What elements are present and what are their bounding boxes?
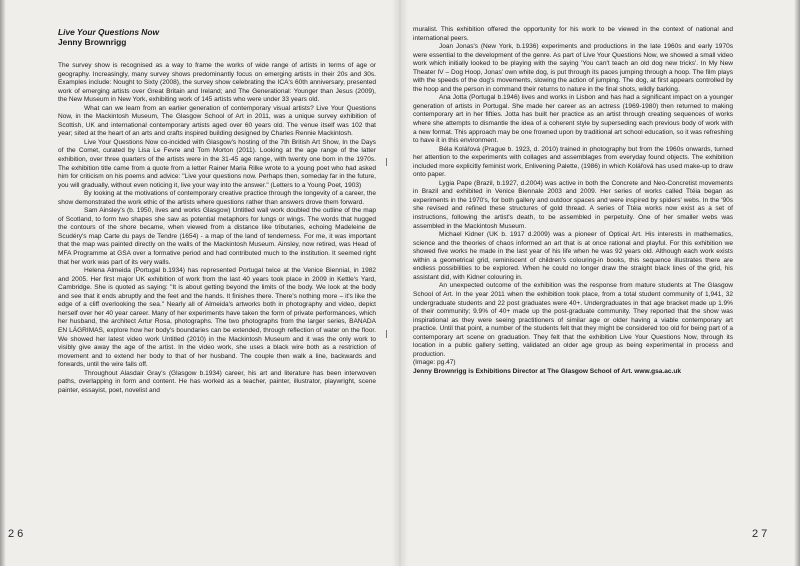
paragraph: Live Your Questions Now co-incided with Glasgow's hosting of the 7th British Art Show, In the Days of the Comet, curated by Lisa Le Fevre and Tom Morton (2011). Looking at the age range of the latter exhibition, over three quarters of the artists were in the 31-45 age range, with twenty one born in the 1970s. The exhibition title came from a quote from a letter Rainer Maria Rilke wrote to a young poet who had asked him for criticism on his poems and advice: "Live your questions now. Perhaps then, someday far in the future, you will gradually, without even noticing it, live your way into the answer." (Letters to a Young Poet, 1903) bbox=[58, 138, 376, 189]
paragraph: Lygia Pape (Brazil, b.1927, d.2004) was active in both the Concrete and Neo-Concretist movements in Brazil and exhibited in Venice Biennale 2003 and 2009. Her series of works called Ttéia began as experiments in the 1970's, for both gallery and outdoor spaces and were inspired by spiders' webs. In the '90s she revised and refined these structures of gold thread. A series of Ttéia works now exist as a set of instructions, following the artist's death, to be assembled in perpetuity. One of her smaller webs was assembled in the Mackintosh Museum. bbox=[413, 179, 733, 230]
left-page-body bbox=[58, 62, 376, 395]
author-bio: Jenny Brownrigg is Exhibitions Director at The Glasgow School of Art. www.gsa.ac.uk bbox=[413, 367, 681, 375]
page-edge-shadow-left bbox=[0, 0, 6, 566]
binding-gutter bbox=[392, 0, 408, 566]
left-page bbox=[58, 0, 376, 566]
image-caption: (Image: pg.47) bbox=[413, 359, 456, 367]
article-title: Live Your Questions Now bbox=[58, 27, 159, 37]
paragraph: muralist. This exhibition offered the opportunity for his work to be viewed in the context of national and international peers. bbox=[413, 26, 733, 42]
page-number-left: 26 bbox=[8, 528, 27, 540]
paragraph: The survey show is recognised as a way to frame the works of wide range of artists in terms of age or geography. Increasingly, many survey shows predominantly focus on emerging artists in their 20s and 30s. Examples include: Nought to Sixty (2008), the survey show celebrating the ICA's 60th anniversary, presented work of emerging artists over Great Britain and Ireland; and The Generational: Younger than Jesus (2009), the New Museum in New York, exhibiting work of 145 artists who were under 33 years old. bbox=[58, 62, 376, 104]
paragraph: Joan Jonas's (New York, b.1936) experiments and productions in the late 1960s and early 1970s were essential to the development of the genre. As part of Live Your Questions Now, we showed a small video work which initially looked to be playing with the saying 'You can't teach an old dog new tricks'. In My New Theater IV – Dog Hoop, Jonas' own white dog, is put through its paces jumping through a hoop. The film plays with the speeds of the dog's movements, slowing the action of jumping. The dog, at first appears controlled by the hoop and the person in command their returns to nature in the final shots, wildly barking. bbox=[413, 43, 733, 93]
page-number-right: 27 bbox=[752, 528, 771, 540]
paragraph: Béla Kolářová (Prague b. 1923, d. 2010) trained in photography but from the 1960s onwards, turned her attention to the experiments with collages and assemblages from everyday found objects. The exhibition included more explicitly feminist work, Enlivening Palette, (1986) in which Kolářová has used make-up to draw onto paper. bbox=[413, 145, 733, 179]
gutter-mark bbox=[386, 158, 387, 166]
article-author: Jenny Brownrigg bbox=[58, 37, 127, 47]
paragraph: Ana Jotta (Portugal b.1946) lives and works in Lisbon and has had a significant impact on a younger generation of artists in Portugal. She made her career as an actress (1969-1980) then returned to making contemporary art in her fifties. Jotta has built her practice as an artist through creating sequences of works where she attempts to dismantle the idea of a coherent style by superseding each previous body of work with a new format. This approach may be one frowned upon by traditional art school education, so it was refreshing to have it in this environment. bbox=[413, 94, 733, 145]
paragraph: Helena Almeida (Portugal b.1934) has represented Portugal twice at the Venice Biennial, in 1982 and 2005. Her first major UK exhibition of work from the last 40 years took place in 2009 in Kettle's Yard, Cambridge. She is quoted as saying: "It is about getting beyond the limits of the body. We look at the body and see that it ends abruptly and the feet and the hands. It finishes there. There's nothing more – it's like the edge of a cliff overlooking the sea." Nearly all of Almeida's artworks both in photography and video, depict herself over her 40 year career. Many of her experiments have taken the form of private performances, which her husband, the architect Artur Rosa, photographs. The two photographs from the larger series, BANADA EN LÁGRIMAS, explore how her body's boundaries can be extended, through reflection of water on the floor. We showed her latest video work Untitled (2010) in the Mackintosh Museum and it was the only work to visibly give away the age of the artist. In the video work, she uses a black wire both as a restriction of movement and to extend her body to that of her husband. The couple then walk a line, backwards and forwards, until the wire falls off. bbox=[58, 267, 376, 369]
paragraph: By looking at the motivations of contemporary creative practice through the longevity of a career, the show demonstrated the work ethic of the artists where questions rather than answers drove them forward. bbox=[58, 190, 376, 206]
paragraph: Throughout Alasdair Gray's (Glasgow b.1934) career, his art and literature has been interwoven paths, overlapping in form and content. He has worked as a teacher, painter, illustrator, playwright, scene painter, essayist, poet, novelist and bbox=[58, 369, 376, 394]
paragraph: What can we learn from an earlier generation of contemporary visual artists? Live Your Questions Now, in the Mackintosh Museum, The Glasgow School of Art in 2011, was a unique survey exhibition of Scottish, UK and international contemporary artists aged over 60 years old. The venue itself was 102 that year; sited at the heart of an arts and crafts inspired building designed by Charles Rennie Mackintosh. bbox=[58, 104, 376, 138]
page-edge-shadow-right bbox=[794, 0, 800, 566]
paragraph: An unexpected outcome of the exhibition was the response from mature students at The Glasgow School of Art. In the year 2011 when the exhibition took place, from a total student community of 1,941, 32 undergraduate students and 22 post graduates were 40+. Undergraduates in that age bracket made up 1.9% of their community; 9.9% of 40+ made up the post-graduate community. They reported that the show was inspirational as they were seeing practitioners of similar age or older having a viable contemporary art practice. Until that point, a number of the students felt that they might be considered too old for being part of a contemporary art scene on graduation. They felt that the exhibition Live Your Questions Now, through its location in a public gallery setting, validated an older age group as being experimental in process and production. bbox=[413, 282, 733, 358]
right-page bbox=[413, 0, 733, 566]
paragraph: Michael Kidner (UK b. 1917 d.2009) was a pioneer of Optical Art. His interests in mathematics, science and the theories of chaos informed an art that is at once rational and playful. For this exhibition we showed five works he made in the last year of his life when he was 92 years old. Although each work exists within a geometrical grid, reminiscent of children's colouring-in books, this sequence illustrates there are endless possibilities to be explored. When he could no longer draw the straight black lines of the grid, his assistant did, with Kidner colouring in. bbox=[413, 231, 733, 281]
right-page-body bbox=[413, 26, 733, 376]
paragraph: Sam Ainsley's (b. 1950, lives and works Glasgow) Untitled wall work doubled the outline of the map of Scotland, to form two shapes she saw as potential metaphors for lungs or wings. The words that hugged the contours of the shore became, when viewed from a distance like tributaries, echoing Madeleine de Scudéry's map Carte du pays de Tendre (1654) - a map of the land of tenderness. For me, it was important that the map was painted directly on the walls of the Mackintosh Museum. Ainsley, now retired, was Head of MFA Programme at GSA over a formative period and had contributed much to the institution. It seemed right that her work was part of its very walls. bbox=[58, 207, 376, 266]
gutter-mark bbox=[386, 330, 387, 338]
